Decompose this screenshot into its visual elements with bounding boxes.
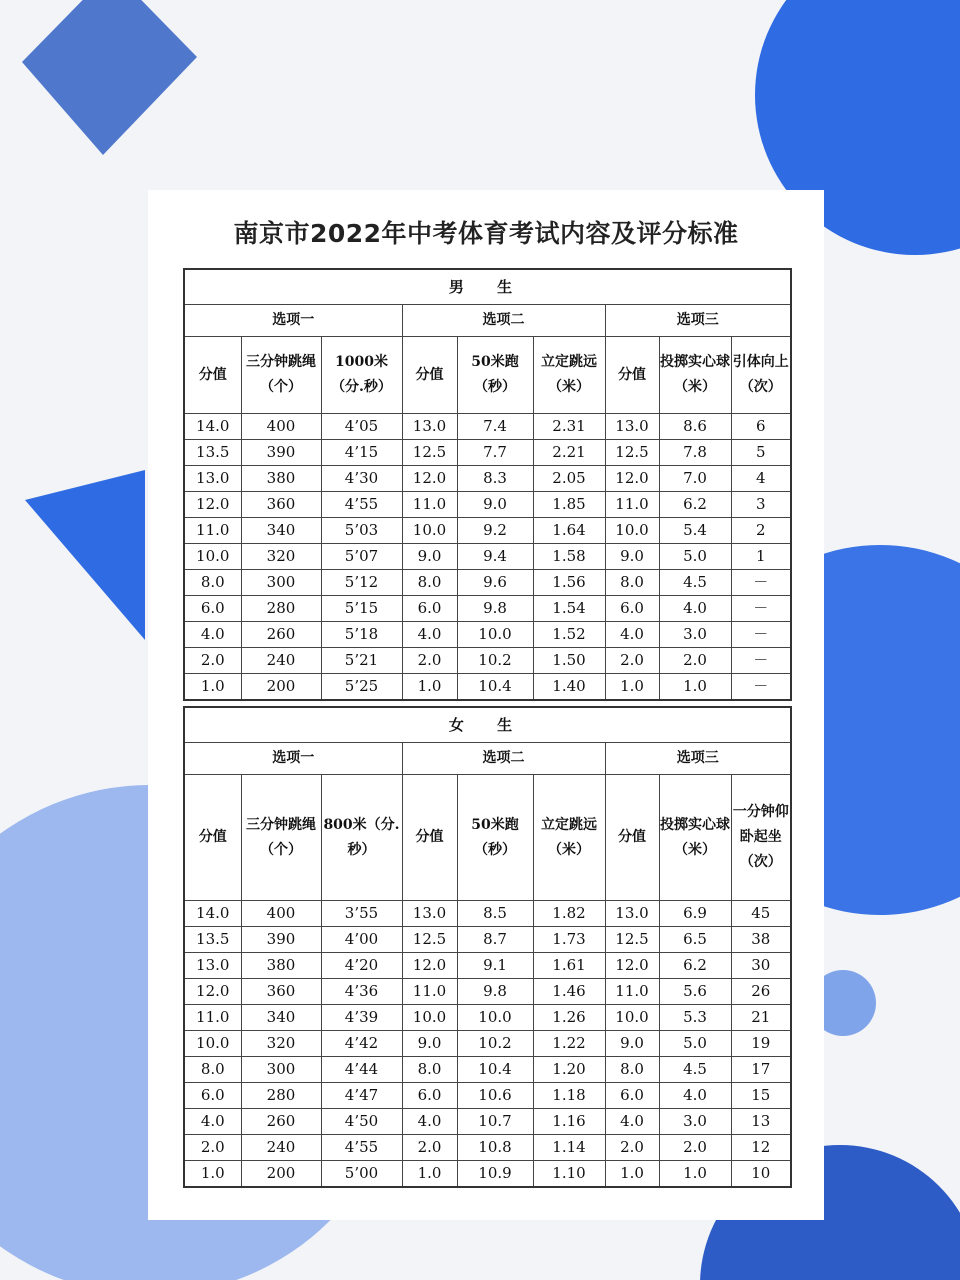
- table-cell: 6.0: [402, 1083, 457, 1109]
- table-cell: 4.5: [659, 1057, 731, 1083]
- table-cell: 9.8: [457, 979, 533, 1005]
- table-cell: 1.22: [533, 1031, 605, 1057]
- table-cell: 340: [241, 1005, 321, 1031]
- table-cell: 1.56: [533, 570, 605, 596]
- table-row: [184, 544, 791, 570]
- table-cell: 5.3: [659, 1005, 731, 1031]
- table-cell: 11.0: [184, 518, 241, 544]
- boys-option-1: 选项一: [184, 305, 402, 337]
- table-cell: 10.0: [402, 1005, 457, 1031]
- table-cell: 400: [241, 901, 321, 927]
- table-cell: 11.0: [402, 979, 457, 1005]
- table-cell: 4.0: [184, 622, 241, 648]
- table-cell: 15: [731, 1083, 791, 1109]
- table-row: [184, 674, 791, 701]
- header-cell: 800米（分.秒）: [321, 775, 402, 901]
- table-cell: 7.0: [659, 466, 731, 492]
- girls-score-table: [183, 706, 792, 1188]
- table-cell: 3.0: [659, 1109, 731, 1135]
- table-cell: 6.0: [605, 596, 659, 622]
- section-title-girls: 女 生: [184, 707, 791, 743]
- table-cell: 10.9: [457, 1161, 533, 1188]
- table-cell: 1.26: [533, 1005, 605, 1031]
- boys-table-body: [184, 414, 791, 701]
- table-row: [184, 440, 791, 466]
- table-cell: 1.0: [659, 674, 731, 701]
- table-cell: 13: [731, 1109, 791, 1135]
- table-cell: 2.21: [533, 440, 605, 466]
- table-cell: 9.4: [457, 544, 533, 570]
- table-cell: 200: [241, 1161, 321, 1188]
- table-cell: 2.0: [402, 1135, 457, 1161]
- girls-table-body: [184, 901, 791, 1188]
- header-cell: 引体向上（次）: [731, 337, 791, 414]
- table-cell: 1.73: [533, 927, 605, 953]
- table-cell: 4’15: [321, 440, 402, 466]
- table-cell: 12.0: [402, 953, 457, 979]
- table-cell: 8.3: [457, 466, 533, 492]
- table-cell: 360: [241, 979, 321, 1005]
- table-cell: 13.5: [184, 440, 241, 466]
- table-cell: 12: [731, 1135, 791, 1161]
- table-cell: 10.0: [184, 544, 241, 570]
- table-cell: 8.0: [402, 570, 457, 596]
- table-cell: 10.4: [457, 1057, 533, 1083]
- table-cell: 9.0: [402, 1031, 457, 1057]
- table-cell: 320: [241, 1031, 321, 1057]
- table-cell: 8.7: [457, 927, 533, 953]
- table-cell: 390: [241, 440, 321, 466]
- table-cell: 7.7: [457, 440, 533, 466]
- table-cell: 1.52: [533, 622, 605, 648]
- table-cell: 10.2: [457, 648, 533, 674]
- table-cell: 1.0: [605, 1161, 659, 1188]
- table-row: [184, 596, 791, 622]
- table-cell: 260: [241, 1109, 321, 1135]
- table-cell: 8.0: [605, 1057, 659, 1083]
- table-cell: 12.0: [184, 979, 241, 1005]
- table-cell: 3.0: [659, 622, 731, 648]
- girls-option-3: 选项三: [605, 743, 791, 775]
- table-cell: 11.0: [402, 492, 457, 518]
- table-cell: 17: [731, 1057, 791, 1083]
- table-cell: 6.0: [402, 596, 457, 622]
- table-row: [184, 648, 791, 674]
- table-cell: 2.0: [184, 1135, 241, 1161]
- table-cell: 10.0: [184, 1031, 241, 1057]
- table-cell: 8.0: [184, 570, 241, 596]
- table-cell: 2.0: [605, 1135, 659, 1161]
- table-cell: 4’36: [321, 979, 402, 1005]
- diamond-shape: [22, 0, 197, 155]
- table-row: [184, 1031, 791, 1057]
- table-cell: －: [731, 622, 791, 648]
- table-cell: 8.0: [402, 1057, 457, 1083]
- table-row: [184, 901, 791, 927]
- header-cell: 分值: [184, 337, 241, 414]
- table-cell: 200: [241, 674, 321, 701]
- table-cell: 360: [241, 492, 321, 518]
- girls-option-1: 选项一: [184, 743, 402, 775]
- table-cell: 9.8: [457, 596, 533, 622]
- table-cell: 2.0: [605, 648, 659, 674]
- table-row: [184, 570, 791, 596]
- table-cell: 1.50: [533, 648, 605, 674]
- table-cell: 4’55: [321, 1135, 402, 1161]
- header-cell: 50米跑（秒）: [457, 337, 533, 414]
- table-cell: 12.5: [402, 927, 457, 953]
- table-cell: 12.0: [184, 492, 241, 518]
- table-cell: 8.0: [605, 570, 659, 596]
- table-cell: 1.0: [402, 674, 457, 701]
- table-row: [184, 622, 791, 648]
- table-cell: 10.6: [457, 1083, 533, 1109]
- table-cell: 10.8: [457, 1135, 533, 1161]
- table-cell: 380: [241, 466, 321, 492]
- header-cell: 立定跳远（米）: [533, 337, 605, 414]
- table-cell: 300: [241, 1057, 321, 1083]
- boys-option-2: 选项二: [402, 305, 605, 337]
- table-row: [184, 466, 791, 492]
- table-cell: 400: [241, 414, 321, 440]
- table-cell: 4.0: [605, 622, 659, 648]
- table-cell: 10.7: [457, 1109, 533, 1135]
- table-cell: 13.0: [184, 466, 241, 492]
- table-cell: 9.0: [605, 544, 659, 570]
- table-cell: 4.0: [184, 1109, 241, 1135]
- table-cell: 1.0: [402, 1161, 457, 1188]
- header-cell: 分值: [402, 337, 457, 414]
- table-cell: 6.2: [659, 492, 731, 518]
- table-cell: 280: [241, 1083, 321, 1109]
- header-cell: 投掷实心球（米）: [659, 337, 731, 414]
- table-row: [184, 1161, 791, 1188]
- table-cell: 9.2: [457, 518, 533, 544]
- table-cell: 9.0: [457, 492, 533, 518]
- star-shape: [25, 370, 145, 640]
- table-cell: －: [731, 648, 791, 674]
- table-cell: 5’12: [321, 570, 402, 596]
- table-cell: 10.0: [605, 1005, 659, 1031]
- table-cell: 300: [241, 570, 321, 596]
- table-cell: 4’39: [321, 1005, 402, 1031]
- table-cell: 2.05: [533, 466, 605, 492]
- table-cell: 14.0: [184, 414, 241, 440]
- table-cell: 21: [731, 1005, 791, 1031]
- table-cell: 5.0: [659, 1031, 731, 1057]
- boys-score-table: [183, 268, 792, 701]
- table-cell: 5’25: [321, 674, 402, 701]
- table-cell: 1.64: [533, 518, 605, 544]
- table-cell: 10.4: [457, 674, 533, 701]
- table-cell: 1.20: [533, 1057, 605, 1083]
- table-cell: 13.0: [605, 901, 659, 927]
- header-cell: 分值: [605, 337, 659, 414]
- table-cell: 1.40: [533, 674, 605, 701]
- table-cell: 8.6: [659, 414, 731, 440]
- table-cell: 13.5: [184, 927, 241, 953]
- table-cell: 8.5: [457, 901, 533, 927]
- table-cell: 4.0: [659, 596, 731, 622]
- table-cell: 4’20: [321, 953, 402, 979]
- table-cell: 4’47: [321, 1083, 402, 1109]
- page-title: 南京市2022年中考体育考试内容及评分标准: [233, 219, 739, 248]
- table-cell: 1.14: [533, 1135, 605, 1161]
- table-cell: 4’42: [321, 1031, 402, 1057]
- table-cell: 5’18: [321, 622, 402, 648]
- table-cell: 9.1: [457, 953, 533, 979]
- table-cell: 260: [241, 622, 321, 648]
- table-cell: 10.0: [457, 622, 533, 648]
- table-row: [184, 979, 791, 1005]
- table-cell: 390: [241, 927, 321, 953]
- table-cell: 4.0: [605, 1109, 659, 1135]
- table-cell: 5.6: [659, 979, 731, 1005]
- table-cell: 4.0: [402, 622, 457, 648]
- table-cell: 2.0: [659, 648, 731, 674]
- table-cell: 1.10: [533, 1161, 605, 1188]
- boys-option-3: 选项三: [605, 305, 791, 337]
- table-cell: －: [731, 674, 791, 701]
- table-cell: 1.0: [184, 674, 241, 701]
- table-cell: 1.0: [184, 1161, 241, 1188]
- table-cell: 14.0: [184, 901, 241, 927]
- table-cell: 6.2: [659, 953, 731, 979]
- table-cell: 6.9: [659, 901, 731, 927]
- table-cell: 4’05: [321, 414, 402, 440]
- table-cell: 12.5: [402, 440, 457, 466]
- table-cell: 1.0: [605, 674, 659, 701]
- table-row: [184, 1083, 791, 1109]
- table-row: [184, 927, 791, 953]
- table-cell: 26: [731, 979, 791, 1005]
- table-cell: 380: [241, 953, 321, 979]
- table-cell: 3: [731, 492, 791, 518]
- table-cell: 13.0: [402, 901, 457, 927]
- table-cell: 6.5: [659, 927, 731, 953]
- table-cell: 11.0: [184, 1005, 241, 1031]
- table-cell: 1.0: [659, 1161, 731, 1188]
- table-cell: 4’55: [321, 492, 402, 518]
- table-cell: 12.5: [605, 440, 659, 466]
- table-cell: 320: [241, 544, 321, 570]
- table-cell: 1.16: [533, 1109, 605, 1135]
- girls-option-2: 选项二: [402, 743, 605, 775]
- header-cell: 投掷实心球（米）: [659, 775, 731, 901]
- table-cell: 30: [731, 953, 791, 979]
- table-cell: 5.4: [659, 518, 731, 544]
- table-row: [184, 953, 791, 979]
- table-cell: 1.85: [533, 492, 605, 518]
- table-cell: 13.0: [605, 414, 659, 440]
- table-cell: 45: [731, 901, 791, 927]
- table-cell: 340: [241, 518, 321, 544]
- table-cell: 1.18: [533, 1083, 605, 1109]
- table-cell: 4’30: [321, 466, 402, 492]
- table-cell: 240: [241, 648, 321, 674]
- table-cell: 5’03: [321, 518, 402, 544]
- table-row: [184, 1057, 791, 1083]
- table-cell: 19: [731, 1031, 791, 1057]
- table-cell: 4’50: [321, 1109, 402, 1135]
- table-cell: 9.6: [457, 570, 533, 596]
- table-cell: －: [731, 596, 791, 622]
- table-cell: 11.0: [605, 979, 659, 1005]
- table-cell: 9.0: [605, 1031, 659, 1057]
- table-cell: 5.0: [659, 544, 731, 570]
- header-cell: 分值: [184, 775, 241, 901]
- table-cell: 2: [731, 518, 791, 544]
- table-cell: 5’07: [321, 544, 402, 570]
- table-cell: 4: [731, 466, 791, 492]
- table-cell: 1: [731, 544, 791, 570]
- table-cell: 10.0: [605, 518, 659, 544]
- table-row: [184, 1005, 791, 1031]
- table-cell: 4.0: [402, 1109, 457, 1135]
- table-cell: 12.5: [605, 927, 659, 953]
- table-cell: 10.2: [457, 1031, 533, 1057]
- table-row: [184, 414, 791, 440]
- table-cell: 10.0: [457, 1005, 533, 1031]
- table-row: [184, 1109, 791, 1135]
- table-cell: 1.46: [533, 979, 605, 1005]
- table-cell: 1.61: [533, 953, 605, 979]
- header-cell: 一分钟仰卧起坐（次）: [731, 775, 791, 901]
- section-title-boys: 男 生: [184, 269, 791, 305]
- table-cell: 10: [731, 1161, 791, 1188]
- table-cell: 4’00: [321, 927, 402, 953]
- table-cell: 5’00: [321, 1161, 402, 1188]
- header-cell: 三分钟跳绳（个）: [241, 775, 321, 901]
- table-cell: 13.0: [184, 953, 241, 979]
- table-cell: 1.82: [533, 901, 605, 927]
- header-cell: 立定跳远（米）: [533, 775, 605, 901]
- header-cell: 50米跑（秒）: [457, 775, 533, 901]
- table-cell: 2.0: [184, 648, 241, 674]
- table-cell: 11.0: [605, 492, 659, 518]
- table-cell: 1.54: [533, 596, 605, 622]
- header-cell: 分值: [402, 775, 457, 901]
- table-cell: 5’15: [321, 596, 402, 622]
- table-cell: 9.0: [402, 544, 457, 570]
- table-cell: 2.31: [533, 414, 605, 440]
- table-cell: 6.0: [605, 1083, 659, 1109]
- table-cell: 12.0: [605, 466, 659, 492]
- table-cell: 38: [731, 927, 791, 953]
- header-cell: 三分钟跳绳（个）: [241, 337, 321, 414]
- table-cell: 7.4: [457, 414, 533, 440]
- table-cell: 13.0: [402, 414, 457, 440]
- table-cell: 5: [731, 440, 791, 466]
- table-cell: 2.0: [402, 648, 457, 674]
- header-cell: 1000米（分.秒）: [321, 337, 402, 414]
- table-row: [184, 518, 791, 544]
- table-cell: 7.8: [659, 440, 731, 466]
- table-cell: 280: [241, 596, 321, 622]
- table-cell: 1.58: [533, 544, 605, 570]
- header-cell: 分值: [605, 775, 659, 901]
- table-cell: －: [731, 570, 791, 596]
- table-cell: 3’55: [321, 901, 402, 927]
- table-row: [184, 492, 791, 518]
- table-cell: 10.0: [402, 518, 457, 544]
- table-cell: 8.0: [184, 1057, 241, 1083]
- table-cell: 5’21: [321, 648, 402, 674]
- table-cell: 12.0: [605, 953, 659, 979]
- table-cell: 6.0: [184, 596, 241, 622]
- table-cell: 4’44: [321, 1057, 402, 1083]
- table-row: [184, 1135, 791, 1161]
- table-cell: 4.5: [659, 570, 731, 596]
- table-cell: 2.0: [659, 1135, 731, 1161]
- table-cell: 6: [731, 414, 791, 440]
- table-cell: 12.0: [402, 466, 457, 492]
- table-cell: 4.0: [659, 1083, 731, 1109]
- table-cell: 240: [241, 1135, 321, 1161]
- table-cell: 6.0: [184, 1083, 241, 1109]
